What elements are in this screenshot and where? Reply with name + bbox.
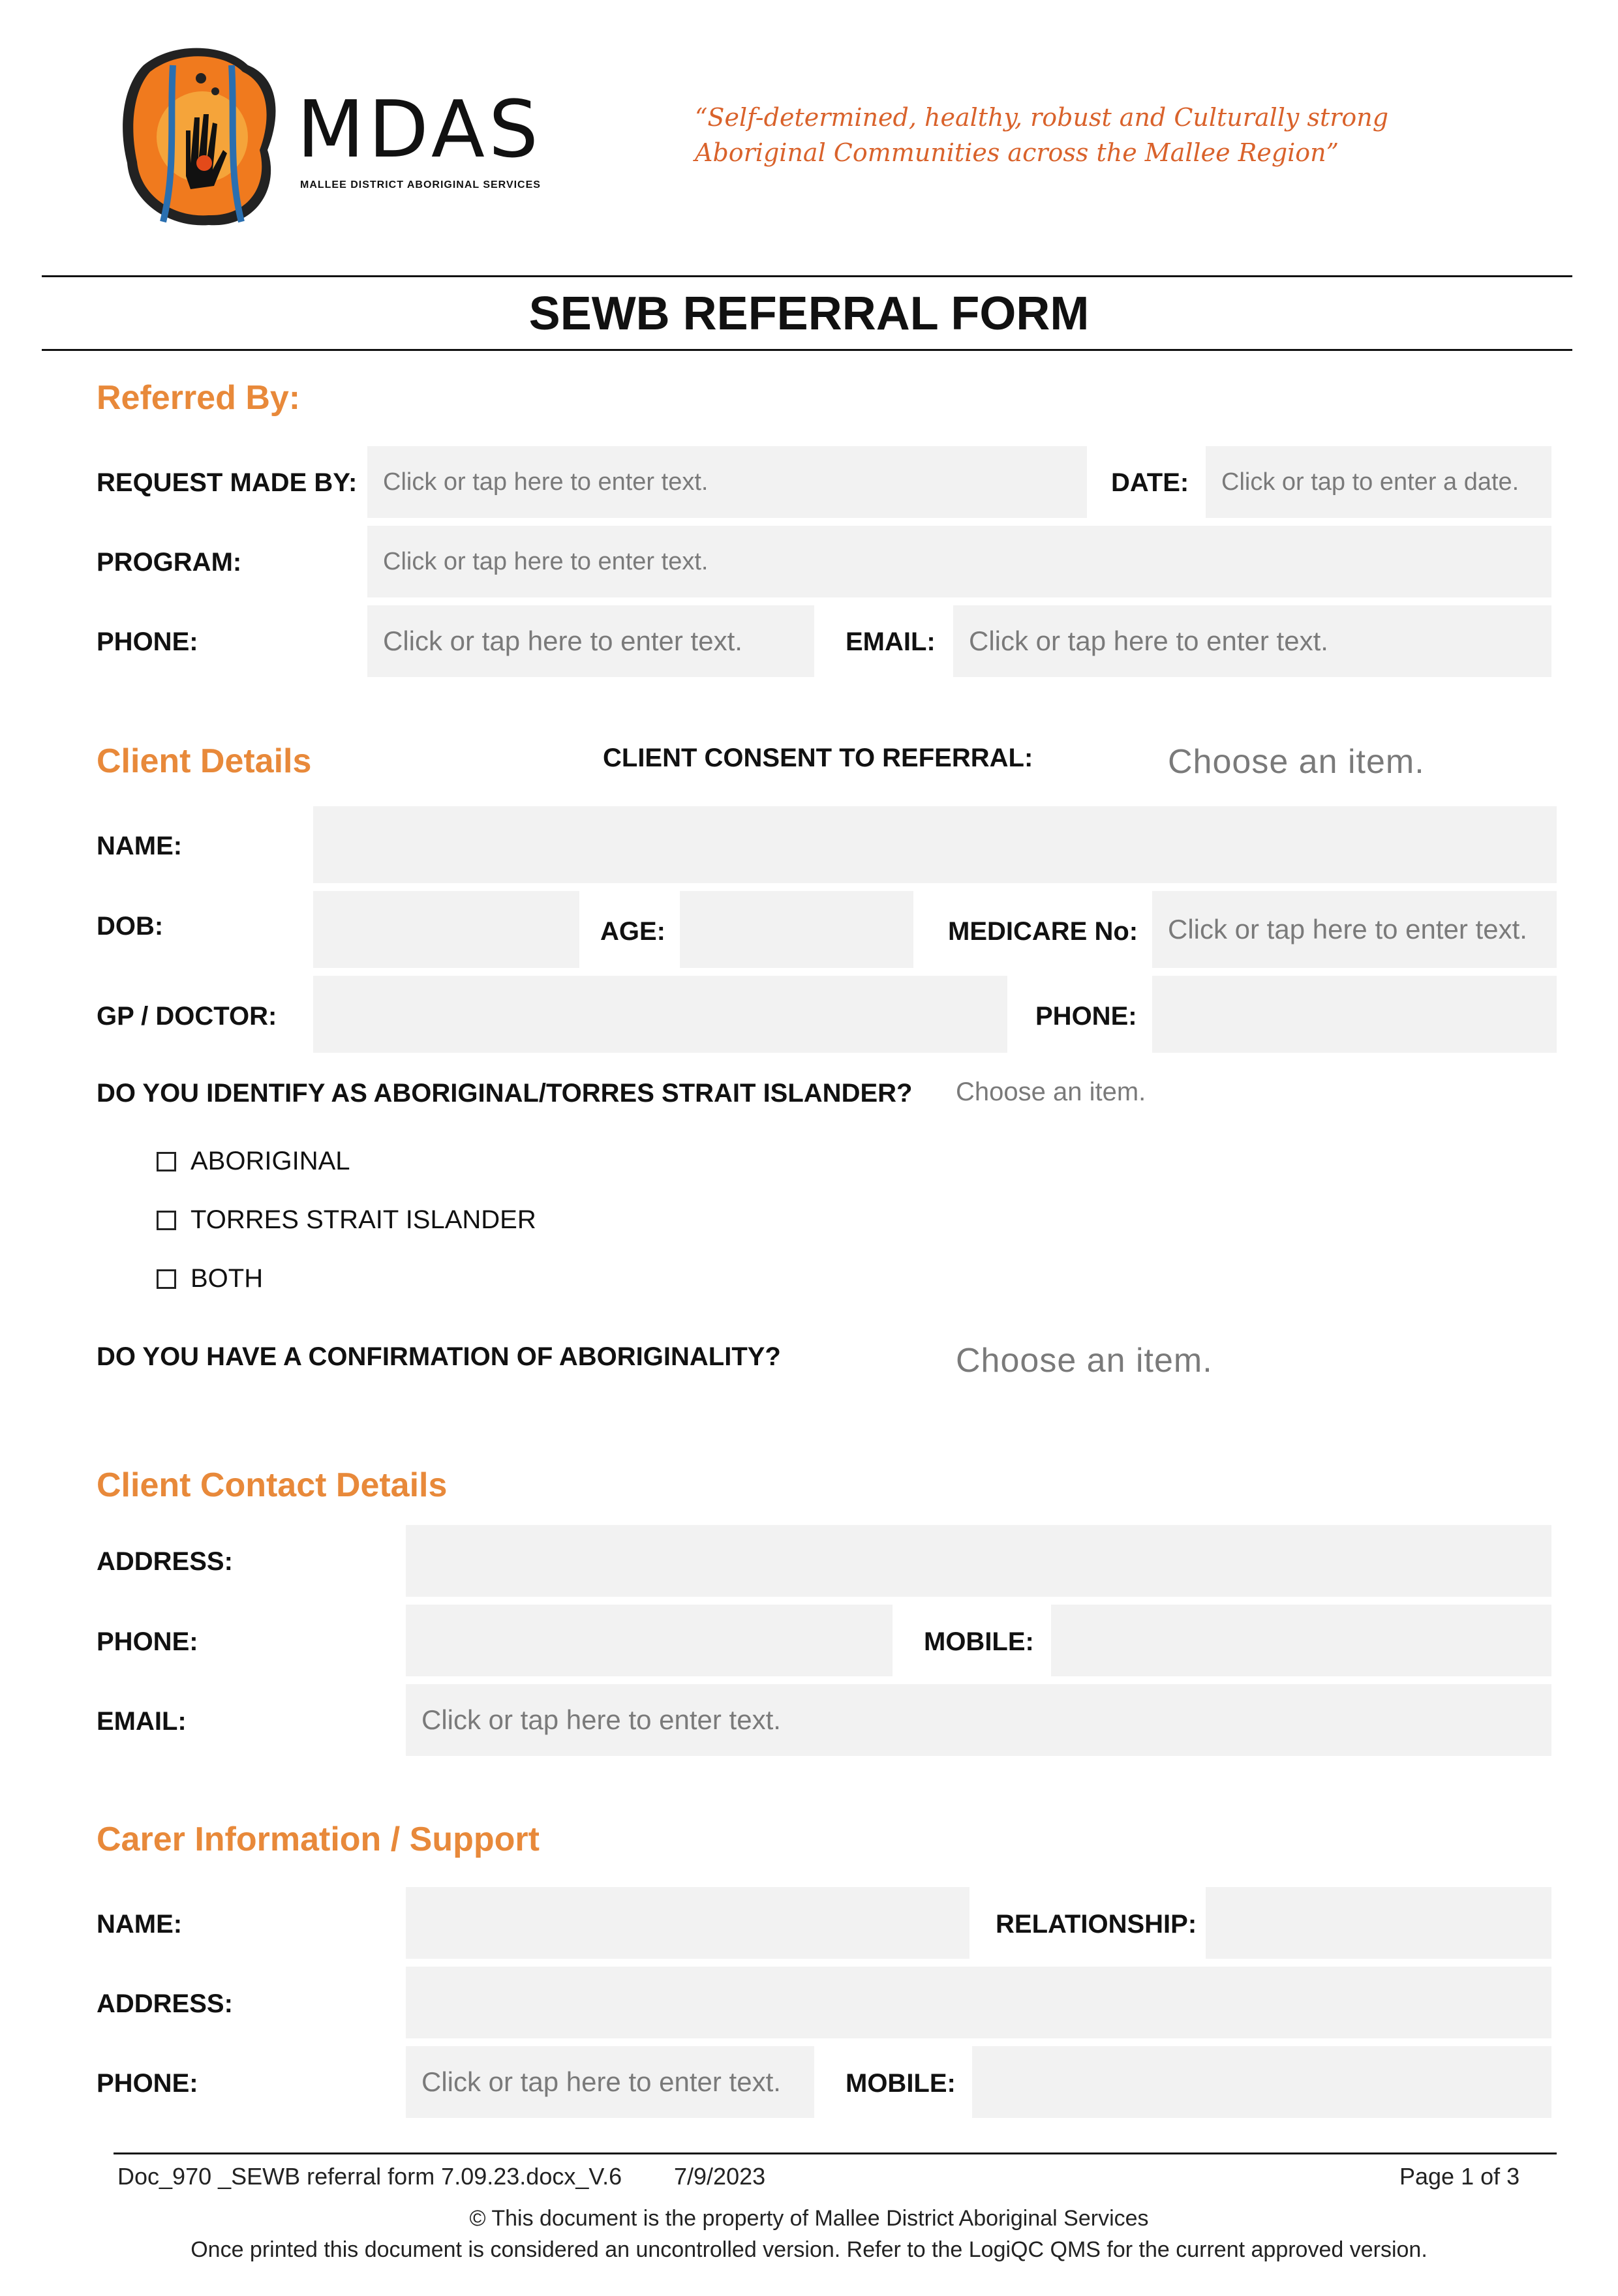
carer-mobile-field[interactable] bbox=[972, 2046, 1551, 2118]
logo bbox=[117, 39, 561, 235]
client-name-field[interactable] bbox=[313, 806, 1557, 883]
client-email-field[interactable]: Click or tap here to enter text. bbox=[406, 1684, 1551, 1756]
identify-question: DO YOU IDENTIFY AS ABORIGINAL/TORRES STRAIT ISLANDER? bbox=[97, 1079, 913, 1108]
referrer-email-field[interactable]: Click or tap here to enter text. bbox=[953, 605, 1551, 677]
footer-uncontrolled-notice: Once printed this document is considered an uncontrolled version. Refer to the LogiQC QMS for the current approved version. bbox=[191, 2237, 1427, 2262]
checkbox-both[interactable] bbox=[157, 1269, 176, 1289]
carer-name-label: NAME: bbox=[97, 1910, 183, 1939]
client-phone-field[interactable] bbox=[406, 1605, 893, 1676]
age-label: AGE: bbox=[600, 917, 665, 946]
logo-subtitle: MALLEE DISTRICT ABORIGINAL SERVICES bbox=[300, 179, 541, 190]
client-phone-label: PHONE: bbox=[97, 1627, 198, 1656]
option-both-label: BOTH bbox=[191, 1264, 264, 1293]
footer-rule bbox=[114, 2152, 1557, 2154]
date-picker-field[interactable]: Click or tap to enter a date. bbox=[1206, 446, 1551, 518]
mdas-artwork-icon bbox=[117, 39, 287, 235]
carer-phone-label: PHONE: bbox=[97, 2069, 198, 2098]
carer-address-label: ADDRESS: bbox=[97, 1989, 233, 2018]
relationship-field[interactable] bbox=[1206, 1887, 1551, 1959]
logo-name: MDAS bbox=[297, 85, 543, 175]
consent-dropdown[interactable]: Choose an item. bbox=[1168, 743, 1425, 781]
confirmation-dropdown[interactable]: Choose an item. bbox=[956, 1342, 1213, 1380]
carer-address-field[interactable] bbox=[406, 1967, 1551, 2038]
program-label: PROGRAM: bbox=[97, 548, 242, 577]
footer-doc-date: 7/9/2023 bbox=[674, 2163, 766, 2190]
referrer-email-label: EMAIL: bbox=[846, 627, 936, 656]
referrer-phone-label: PHONE: bbox=[97, 627, 198, 656]
client-name-label: NAME: bbox=[97, 832, 183, 860]
gp-phone-label: PHONE: bbox=[1035, 1002, 1137, 1031]
title-bottom-rule bbox=[42, 349, 1572, 351]
tagline-line-2: Aboriginal Communities across the Mallee Region” bbox=[695, 138, 1339, 167]
carer-name-field[interactable] bbox=[406, 1887, 969, 1959]
page-title: SEWB REFERRAL FORM bbox=[528, 288, 1090, 340]
consent-label: CLIENT CONSENT TO REFERRAL: bbox=[603, 744, 1033, 772]
option-both[interactable] bbox=[157, 1264, 263, 1293]
carer-mobile-label: MOBILE: bbox=[846, 2069, 956, 2098]
footer-property-notice: © This document is the property of Mallee District Aboriginal Services bbox=[469, 2206, 1149, 2231]
option-torres-strait-islander[interactable] bbox=[157, 1205, 536, 1235]
relationship-label: RELATIONSHIP: bbox=[996, 1910, 1197, 1939]
option-aboriginal[interactable] bbox=[157, 1147, 350, 1176]
referred-by-heading: Referred By: bbox=[97, 379, 301, 417]
program-field[interactable]: Click or tap here to enter text. bbox=[367, 526, 1551, 597]
date-label: DATE: bbox=[1111, 468, 1189, 497]
dob-field[interactable] bbox=[313, 891, 579, 968]
title-top-rule bbox=[42, 275, 1572, 277]
identify-dropdown[interactable]: Choose an item. bbox=[956, 1078, 1146, 1106]
referrer-phone-field[interactable]: Click or tap here to enter text. bbox=[367, 605, 814, 677]
client-details-heading: Client Details bbox=[97, 742, 312, 780]
request-made-by-label: REQUEST MADE BY: bbox=[97, 468, 358, 497]
gp-phone-field[interactable] bbox=[1152, 976, 1557, 1053]
client-email-label: EMAIL: bbox=[97, 1707, 187, 1736]
checkbox-torres-strait-islander[interactable] bbox=[157, 1211, 176, 1230]
footer-page-number: Page 1 of 3 bbox=[1399, 2163, 1520, 2190]
dob-label: DOB: bbox=[97, 912, 164, 941]
checkbox-aboriginal[interactable] bbox=[157, 1152, 176, 1171]
request-made-by-field[interactable]: Click or tap here to enter text. bbox=[367, 446, 1087, 518]
footer-doc-ref: Doc_970 _SEWB referral form 7.09.23.docx_V.6 bbox=[117, 2163, 622, 2190]
client-address-field[interactable] bbox=[406, 1525, 1551, 1597]
client-contact-heading: Client Contact Details bbox=[97, 1466, 448, 1504]
client-mobile-label: MOBILE: bbox=[924, 1627, 1034, 1656]
tagline-line-1: “Self-determined, healthy, robust and Culturally strong bbox=[695, 103, 1389, 132]
medicare-field[interactable]: Click or tap here to enter text. bbox=[1152, 891, 1557, 968]
gp-doctor-label: GP / DOCTOR: bbox=[97, 1002, 277, 1031]
age-field[interactable] bbox=[680, 891, 913, 968]
gp-doctor-field[interactable] bbox=[313, 976, 1007, 1053]
client-address-label: ADDRESS: bbox=[97, 1547, 233, 1576]
carer-heading: Carer Information / Support bbox=[97, 1820, 540, 1858]
option-torres-strait-islander-label: TORRES STRAIT ISLANDER bbox=[191, 1205, 536, 1234]
client-mobile-field[interactable] bbox=[1051, 1605, 1551, 1676]
confirmation-question: DO YOU HAVE A CONFIRMATION OF ABORIGINALITY? bbox=[97, 1342, 781, 1371]
option-aboriginal-label: ABORIGINAL bbox=[191, 1147, 350, 1175]
carer-phone-field[interactable]: Click or tap here to enter text. bbox=[406, 2046, 814, 2118]
medicare-label: MEDICARE No: bbox=[948, 917, 1138, 946]
